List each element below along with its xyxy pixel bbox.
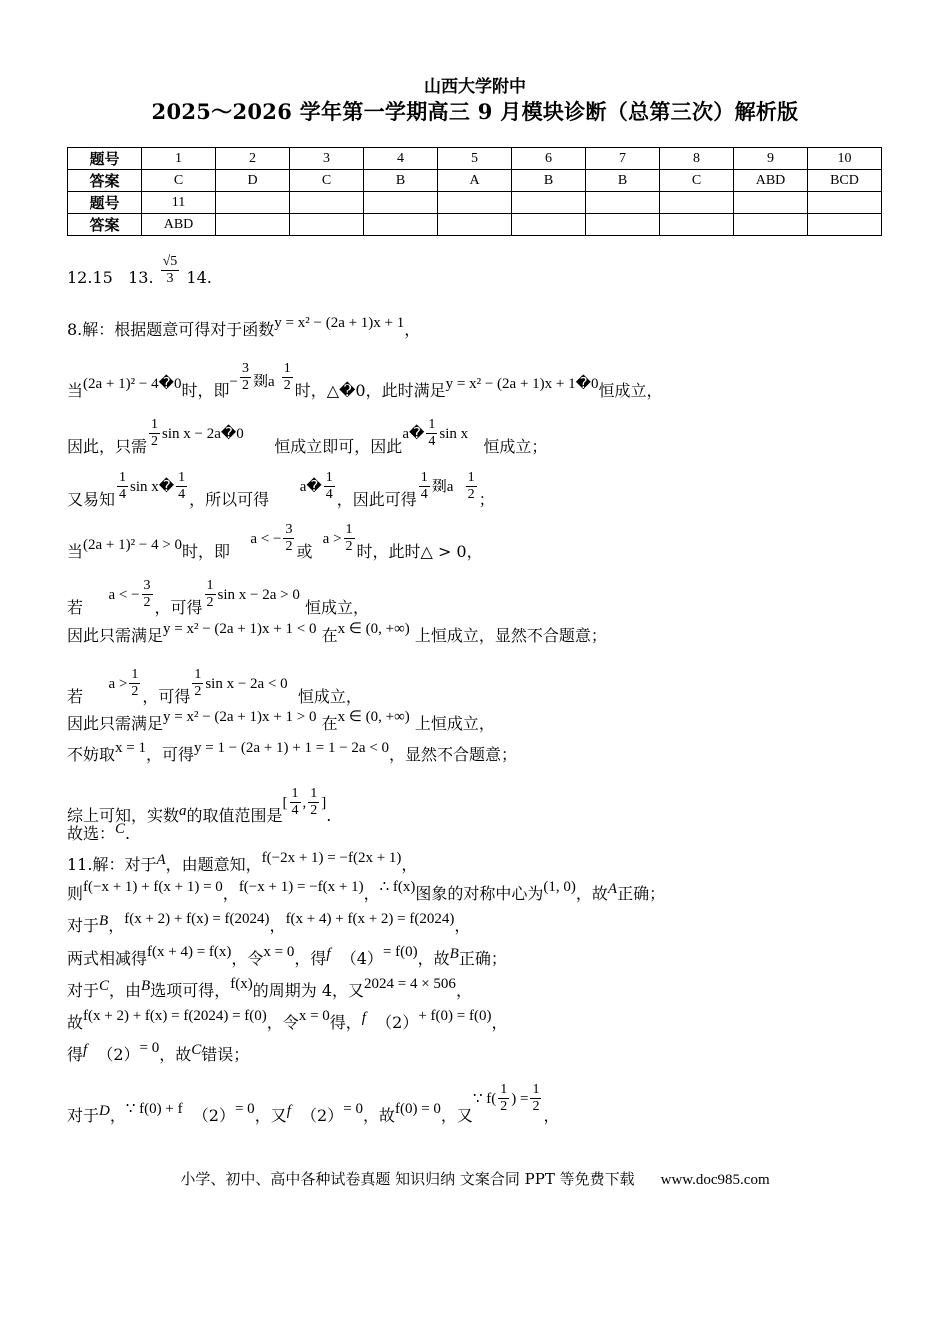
table-cell: B: [586, 170, 660, 192]
table-cell: [660, 214, 734, 236]
table-cell: [734, 192, 808, 214]
school-name: 山西大学附中: [424, 77, 526, 97]
table-cell: B: [512, 170, 586, 192]
row-label: 答案: [68, 214, 142, 236]
q12-answer: 12.15: [67, 268, 113, 288]
table-cell: B: [364, 170, 438, 192]
table-cell: BCD: [808, 170, 882, 192]
q8-line-10: 不妨取x = 1，可得y = 1 − (2a + 1) + 1 = 1 − 2a < 0，显然不合题意；: [67, 740, 518, 764]
table-cell: 3: [290, 148, 364, 170]
answer-table: [67, 147, 882, 236]
q11-line-8: 对于D，∵ f(0) + f （2）= 0，又f （2）= 0，故f(0) = 0，又∵ f( $\frac{1}{2}$ ) = $\frac{1}{2}$ ，: [67, 1082, 560, 1126]
q11-line-3: 对于B，f(x + 2) + f(x) = f(2024)，f(x + 4) + f(x + 2) = f(2024)，: [67, 911, 471, 935]
q11-line-6: 故f(x + 2) + f(x) = f(2024) = f(0)，令x = 0得，f （2）+ f(0) = f(0)，: [67, 1008, 508, 1032]
row-label: 答案: [68, 170, 142, 192]
table-cell: C: [142, 170, 216, 192]
q13-label: 13.: [128, 268, 154, 288]
q11-line-5: 对于C，由B选项可得，f(x)的周期为 4，又2024 = 4 × 506，: [67, 976, 472, 1000]
q11-line-4: 两式相减得f(x + 4) = f(x)，令x = 0，得f （4）= f(0)，故B正确；: [67, 944, 507, 968]
q8-line-11: 综上可知，实数a的取值范围是[ $\frac{1}{4}$ , $\frac{1}{2}$ ].: [67, 786, 332, 826]
table-cell: 6: [512, 148, 586, 170]
table-row: [68, 148, 882, 170]
table-cell: [512, 192, 586, 214]
table-cell: 8: [660, 148, 734, 170]
table-row: [68, 170, 882, 192]
q8-line-2: 当(2a + 1)² − 4�0时，即− $\frac{3}{2}$ 剟a $\frac{1}{2}$ 时，△�0，此时满足y = x² − (2a + 1)x + 1�0恒成立，: [67, 361, 663, 401]
table-cell: [512, 214, 586, 236]
table-cell: D: [216, 170, 290, 192]
table-cell: [290, 214, 364, 236]
table-cell: A: [438, 170, 512, 192]
table-cell: ABD: [142, 214, 216, 236]
table-cell: [364, 192, 438, 214]
q8-line-7: 因此只需满足y = x² − (2a + 1)x + 1 < 0 在x ∈ (0, +∞) 上恒成立，显然不合题意；: [67, 621, 607, 645]
q13-fraction: $\frac{√5}{3}$: [162, 254, 178, 287]
fill-answers-line: [67, 254, 212, 295]
q8-line-1: 8.解：根据题意可得对于函数y = x² − (2a + 1)x + 1，: [67, 315, 421, 339]
table-cell: [438, 192, 512, 214]
table-cell: [808, 214, 882, 236]
table-cell: [290, 192, 364, 214]
table-cell: 1: [142, 148, 216, 170]
page-footer: [0, 1168, 950, 1189]
table-cell: [438, 214, 512, 236]
table-cell: 4: [364, 148, 438, 170]
table-cell: 9: [734, 148, 808, 170]
q11-line-2: 则f(−x + 1) + f(x + 1) = 0，f(−x + 1) = −f(x + 1)，∴ f(x)图象的对称中心为(1, 0)，故A正确；: [67, 879, 666, 903]
q8-line-5: 当(2a + 1)² − 4 > 0时，即 a < − $\frac{3}{2}$ 或 a > $\frac{1}{2}$ 时，此时△ > 0，: [67, 522, 483, 562]
q8-line-8: 若 a > $\frac{1}{2}$ ，可得 $\frac{1}{2}$ sin x − 2a < 0 恒成立，: [67, 667, 362, 707]
table-cell: [364, 214, 438, 236]
q8-line-4: 又易知 $\frac{1}{4}$ sin x� $\frac{1}{4}$ ，所以可得 a� $\frac{1}{4}$ ，因此可得 $\frac{1}{4}$ 剟a $\frac{1}{2}$ ；: [67, 470, 495, 510]
table-cell: [586, 214, 660, 236]
table-cell: C: [290, 170, 364, 192]
document-title: 2025～2026 学年第一学期高三 9 月模块诊断（总第三次）解析版: [151, 99, 799, 124]
table-cell: [216, 214, 290, 236]
table-cell: [216, 192, 290, 214]
table-cell: ABD: [734, 170, 808, 192]
table-cell: [808, 192, 882, 214]
row-label: 题号: [68, 192, 142, 214]
table-row: [68, 192, 882, 214]
q11-line-7: 得f （2）= 0，故C错误；: [67, 1040, 250, 1064]
row-label: 题号: [68, 148, 142, 170]
table-cell: C: [660, 170, 734, 192]
q8-line-12: 故选：C.: [67, 821, 131, 843]
table-row: [68, 214, 882, 236]
q8-line-9: 因此只需满足y = x² − (2a + 1)x + 1 > 0 在x ∈ (0, +∞) 上恒成立，: [67, 709, 495, 733]
q14-answer: 14.: [186, 268, 212, 288]
footer-text: 小学、初中、高中各种试卷真题 知识归纳 文案合同 PPT 等免费下载: [180, 1170, 635, 1188]
table-cell: 11: [142, 192, 216, 214]
table-cell: 5: [438, 148, 512, 170]
q8-line-6: 若 a < − $\frac{3}{2}$ ，可得 $\frac{1}{2}$ sin x − 2a > 0 恒成立，: [67, 578, 369, 618]
q11-line-1: 11.解：对于A，由题意知，f(−2x + 1) = −f(2x + 1)，: [67, 850, 418, 874]
table-cell: 10: [808, 148, 882, 170]
q8-line-3: 因此，只需 $\frac{1}{2}$ sin x − 2a�0 恒成立即可，因此a� $\frac{1}{4}$ sin x 恒成立；: [67, 417, 548, 457]
table-cell: 2: [216, 148, 290, 170]
table-cell: [660, 192, 734, 214]
footer-url[interactable]: www.doc985.com: [660, 1172, 770, 1188]
table-cell: [586, 192, 660, 214]
table-cell: [734, 214, 808, 236]
table-cell: 7: [586, 148, 660, 170]
